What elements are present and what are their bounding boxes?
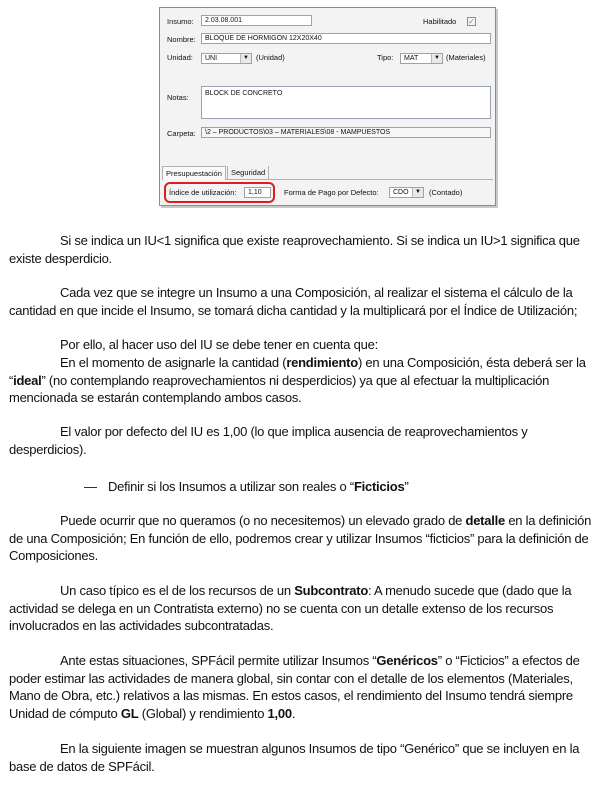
paragraph-genericos: Ante estas situaciones, SPFácil permite utilizar Insumos “Genéricos” o “Ficticios” a efectos de poder estimar las actividades de manera global, sin contar con el detalle de los elementos (Materiales, Mano de Obra, etc.) relativos a las mismas. En estos casos, el rendimiento del Insumo tendrá siempre Unidad de cómputo GL (Global) y rendimiento 1,00.	[9, 653, 580, 721]
paragraph-subcontrato: Un caso típico es el de los recursos de un Subcontrato: A menudo sucede que (dado que la actividad se delega en un Contratista externo) no se cuenta con un detalle extenso de los recursos involucrados en las actividades subcontratadas.	[9, 583, 572, 633]
unidad-select-value: UNI	[205, 55, 218, 62]
tab-presupuestacion[interactable]: Presupuestación	[162, 166, 226, 180]
forma-pago-select[interactable]	[389, 187, 424, 198]
unidad-description: (Unidad)	[256, 53, 285, 62]
forma-pago-description: (Contado)	[429, 188, 463, 197]
paragraph-detalle: Puede ocurrir que no queramos (o no necesitemos) un elevado grado de detalle en la definición de una Composición; En función de ello, podremos crear y utilizar Insumos “ficticios” para la definición de Composiciones.	[9, 513, 592, 563]
paragraph-default-value: El valor por defecto del IU es 1,00 (lo que implica ausencia de reaprovechamientos y desperdicios).	[9, 424, 528, 457]
indice-utilizacion-field[interactable]: 1,10	[244, 187, 271, 198]
forma-pago-select-value: CDO	[393, 189, 409, 196]
paragraph-next-image: En la siguiente imagen se muestran algunos Insumos de tipo “Genérico” que se incluyen en la base de datos de SPFácil.	[9, 741, 580, 774]
paragraph-calculation: Cada vez que se integre un Insumo a una Composición, al realizar el sistema el cálculo de la cantidad en que incide el Insumo, se tomará dicha cantidad y la multiplicará por el Índice de Utilización;	[9, 285, 578, 318]
indice-utilizacion-label: Índice de utilización:	[169, 188, 237, 197]
tipo-select-value: MAT	[404, 55, 419, 62]
forma-pago-label: Forma de Pago por Defecto:	[284, 188, 379, 197]
unidad-label: Unidad:	[167, 53, 193, 62]
carpeta-label: Carpeta:	[167, 129, 196, 138]
tab-seguridad[interactable]: Seguridad	[227, 166, 269, 179]
nombre-field[interactable]: BLOQUE DE HORMIGÓN 12X20X40	[201, 33, 491, 44]
tipo-description: (Materiales)	[446, 53, 486, 62]
bullet-ficticios: — Definir si los Insumos a utilizar son reales o “Ficticios”	[84, 479, 409, 494]
insumo-label: Insumo:	[167, 17, 194, 26]
notas-textarea[interactable]: BLOCK DE CONCRETO	[201, 86, 491, 119]
nombre-label: Nombre:	[167, 35, 196, 44]
tipo-label: Tipo:	[377, 53, 394, 62]
paragraph-iu-meaning: Si se indica un IU<1 significa que existe reaprovechamiento. Si se indica un IU>1 significa que existe desperdicio.	[9, 233, 580, 266]
paragraph-ideal-quantity: En el momento de asignarle la cantidad (rendimiento) en una Composición, ésta deberá ser la “ideal” (no contemplando reaprovechamientos ni desperdicios) ya que al efectuar la multiplicación mencionada se estarán contemplando ambos casos.	[9, 355, 586, 405]
chevron-down-icon: ▼	[412, 188, 423, 197]
habilitado-checkbox[interactable]: ✓	[468, 17, 475, 26]
paragraph-iu-usage: Por ello, al hacer uso del IU se debe tener en cuenta que:	[60, 337, 378, 352]
carpeta-field: \2 – PRODUCTOS\03 – MATERIALES\08 - MAMPUESTOS	[201, 127, 491, 138]
insumo-code-field[interactable]: 2.03.08.001	[201, 15, 312, 26]
notas-label: Notas:	[167, 93, 189, 102]
tipo-select[interactable]	[400, 53, 443, 64]
habilitado-label: Habilitado	[423, 17, 457, 26]
chevron-down-icon: ▼	[431, 54, 442, 63]
bullet-dash: —	[84, 479, 97, 494]
insumo-form-screenshot	[159, 7, 496, 206]
unidad-select[interactable]	[201, 53, 252, 64]
chevron-down-icon: ▼	[240, 54, 251, 63]
